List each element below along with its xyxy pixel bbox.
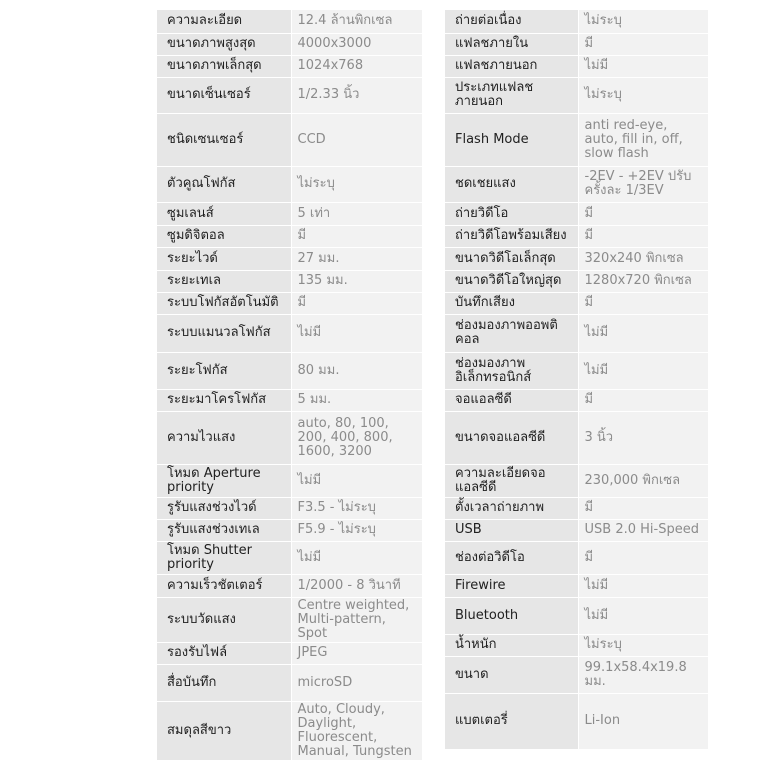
spec-value: ไม่ระบุ <box>578 10 708 33</box>
spec-label: บันทึกเสียง <box>445 292 578 314</box>
spec-label: ขนาดวิดีโอเล็กสุด <box>445 247 578 270</box>
spec-value: 12.4 ล้านพิกเซล <box>291 10 422 33</box>
spec-label: น้ำหนัก <box>445 634 578 656</box>
spec-row <box>445 292 708 314</box>
spec-row <box>157 497 422 519</box>
spec-value: มี <box>578 292 708 314</box>
spec-label: ระบบแมนวลโฟกัส <box>157 314 291 352</box>
spec-label: ขนาดเซ็นเซอร์ <box>157 77 291 113</box>
spec-value: anti red-eye, auto, fill in, off, slow flash <box>578 113 708 166</box>
spec-label: ระยะเทเล <box>157 270 291 292</box>
spec-label: USB <box>445 519 578 541</box>
spec-label: รูรับแสงช่วงเทเล <box>157 519 291 541</box>
spec-value: มี <box>578 202 708 225</box>
spec-value: ไม่มี <box>578 574 708 597</box>
spec-label: ช่องต่อวิดีโอ <box>445 541 578 574</box>
spec-label: ช่องมองภาพออพติคอล <box>445 314 578 352</box>
spec-row <box>157 33 422 55</box>
spec-label: ระยะโฟกัส <box>157 352 291 389</box>
spec-value: ไม่ระบุ <box>291 166 422 202</box>
spec-row <box>157 314 422 352</box>
spec-row <box>157 464 422 497</box>
spec-label: Bluetooth <box>445 597 578 634</box>
spec-row <box>157 664 422 701</box>
spec-label: ความละเอียดจอแอลซีดี <box>445 464 578 497</box>
spec-label: ช่องมองภาพ อิเล็กทรอนิกส์ <box>445 352 578 389</box>
spec-row <box>157 247 422 270</box>
spec-label: Firewire <box>445 574 578 597</box>
spec-label: ถ่ายวิดีโอ <box>445 202 578 225</box>
spec-label: ระบบโฟกัสอัตโนมัติ <box>157 292 291 314</box>
spec-value: ไม่มี <box>291 541 422 574</box>
spec-value: F5.9 - ไม่ระบุ <box>291 519 422 541</box>
spec-label: ระบบวัดแสง <box>157 597 291 642</box>
spec-label: ความละเอียด <box>157 10 291 33</box>
spec-label: รองรับไฟล์ <box>157 642 291 664</box>
spec-value: 3 นิ้ว <box>578 411 708 464</box>
spec-row <box>445 389 708 411</box>
spec-label: ระยะไวด์ <box>157 247 291 270</box>
spec-label: แฟลชภายใน <box>445 33 578 55</box>
spec-row <box>445 352 708 389</box>
spec-value: 5 เท่า <box>291 202 422 225</box>
spec-value: CCD <box>291 113 422 166</box>
spec-row <box>445 202 708 225</box>
spec-label: โหมด Shutter priority <box>157 541 291 574</box>
spec-row <box>157 270 422 292</box>
spec-label: รูรับแสงช่วงไวด์ <box>157 497 291 519</box>
spec-label: ขนาดภาพเล็กสุด <box>157 55 291 77</box>
spec-value: 135 มม. <box>291 270 422 292</box>
spec-value: F3.5 - ไม่ระบุ <box>291 497 422 519</box>
spec-label: สมดุลสีขาว <box>157 701 291 760</box>
spec-row <box>445 411 708 464</box>
spec-row <box>445 314 708 352</box>
spec-label: ขนาดวิดีโอใหญ่สุด <box>445 270 578 292</box>
spec-value: -2EV - +2EV ปรับครั้งละ 1/3EV <box>578 166 708 202</box>
spec-value: ไม่มี <box>291 464 422 497</box>
spec-value: มี <box>578 33 708 55</box>
spec-label: สื่อบันทึก <box>157 664 291 701</box>
spec-value: Auto, Cloudy, Daylight, Fluorescent, Manual, Tungsten <box>291 701 422 760</box>
spec-row <box>157 574 422 597</box>
spec-value: 99.1x58.4x19.8 มม. <box>578 656 708 693</box>
spec-row <box>445 541 708 574</box>
spec-row <box>157 55 422 77</box>
spec-value: 1024x768 <box>291 55 422 77</box>
spec-label: ขนาดจอแอลซีดี <box>445 411 578 464</box>
spec-value: มี <box>578 225 708 247</box>
spec-row <box>445 497 708 519</box>
spec-value: ไม่ระบุ <box>578 634 708 656</box>
spec-value: 1/2.33 นิ้ว <box>291 77 422 113</box>
spec-value: auto, 80, 100, 200, 400, 800, 1600, 3200 <box>291 411 422 464</box>
spec-table-left <box>157 10 422 761</box>
spec-row <box>445 55 708 77</box>
spec-value: ไม่มี <box>291 314 422 352</box>
spec-value: microSD <box>291 664 422 701</box>
spec-label: ขนาด <box>445 656 578 693</box>
spec-label: แฟลชภายนอก <box>445 55 578 77</box>
spec-value: ไม่มี <box>578 597 708 634</box>
spec-row <box>157 292 422 314</box>
spec-row <box>157 411 422 464</box>
spec-value: ไม่มี <box>578 55 708 77</box>
spec-label: จอแอลซีดี <box>445 389 578 411</box>
spec-label: ชนิดเซนเซอร์ <box>157 113 291 166</box>
spec-value: 80 มม. <box>291 352 422 389</box>
spec-row <box>445 464 708 497</box>
spec-row <box>445 225 708 247</box>
spec-value: มี <box>578 389 708 411</box>
spec-value: 1280x720 พิกเซล <box>578 270 708 292</box>
spec-label: ขนาดภาพสูงสุด <box>157 33 291 55</box>
spec-row <box>445 574 708 597</box>
spec-value: Li-Ion <box>578 693 708 749</box>
spec-row <box>445 33 708 55</box>
spec-row <box>445 10 708 33</box>
spec-table-right <box>445 10 708 750</box>
spec-label: ประเภทแฟลชภายนอก <box>445 77 578 113</box>
spec-label: ซูมเลนส์ <box>157 202 291 225</box>
spec-value: 27 มม. <box>291 247 422 270</box>
spec-row <box>157 352 422 389</box>
spec-value: Centre weighted, Multi-pattern, Spot <box>291 597 422 642</box>
spec-value: มี <box>578 541 708 574</box>
spec-row <box>157 202 422 225</box>
spec-value: ไม่มี <box>578 352 708 389</box>
spec-value: มี <box>291 292 422 314</box>
spec-label: ตั้งเวลาถ่ายภาพ <box>445 497 578 519</box>
spec-row <box>445 270 708 292</box>
spec-row <box>157 701 422 760</box>
spec-label: ตัวคูณโฟกัส <box>157 166 291 202</box>
spec-value: 320x240 พิกเซล <box>578 247 708 270</box>
spec-row <box>445 693 708 749</box>
spec-value: USB 2.0 Hi-Speed <box>578 519 708 541</box>
spec-row <box>445 113 708 166</box>
spec-row <box>157 541 422 574</box>
spec-row <box>157 113 422 166</box>
spec-label: ระยะมาโครโฟกัส <box>157 389 291 411</box>
spec-label: ถ่ายต่อเนื่อง <box>445 10 578 33</box>
spec-row <box>157 166 422 202</box>
spec-label: โหมด Aperture priority <box>157 464 291 497</box>
spec-row <box>445 597 708 634</box>
spec-value: 1/2000 - 8 วินาที <box>291 574 422 597</box>
spec-row <box>157 10 422 33</box>
spec-value: 5 มม. <box>291 389 422 411</box>
spec-value: JPEG <box>291 642 422 664</box>
spec-value: มี <box>291 225 422 247</box>
spec-value: 230,000 พิกเซล <box>578 464 708 497</box>
spec-label: Flash Mode <box>445 113 578 166</box>
spec-label: ชดเชยแสง <box>445 166 578 202</box>
spec-label: ซูมดิจิตอล <box>157 225 291 247</box>
spec-row <box>157 389 422 411</box>
spec-row <box>157 519 422 541</box>
spec-row <box>445 519 708 541</box>
spec-row <box>157 642 422 664</box>
spec-row <box>445 166 708 202</box>
spec-value: ไม่ระบุ <box>578 77 708 113</box>
spec-label: ความเร็วชัตเตอร์ <box>157 574 291 597</box>
spec-label: ความไวแสง <box>157 411 291 464</box>
spec-row <box>157 597 422 642</box>
spec-label: ถ่ายวิดีโอพร้อมเสียง <box>445 225 578 247</box>
spec-value: มี <box>578 497 708 519</box>
spec-row <box>445 656 708 693</box>
spec-label: แบตเตอรี่ <box>445 693 578 749</box>
spec-row <box>157 77 422 113</box>
spec-value: 4000x3000 <box>291 33 422 55</box>
spec-row <box>445 634 708 656</box>
spec-row <box>445 77 708 113</box>
spec-value: ไม่มี <box>578 314 708 352</box>
spec-row <box>445 247 708 270</box>
spec-row <box>157 225 422 247</box>
